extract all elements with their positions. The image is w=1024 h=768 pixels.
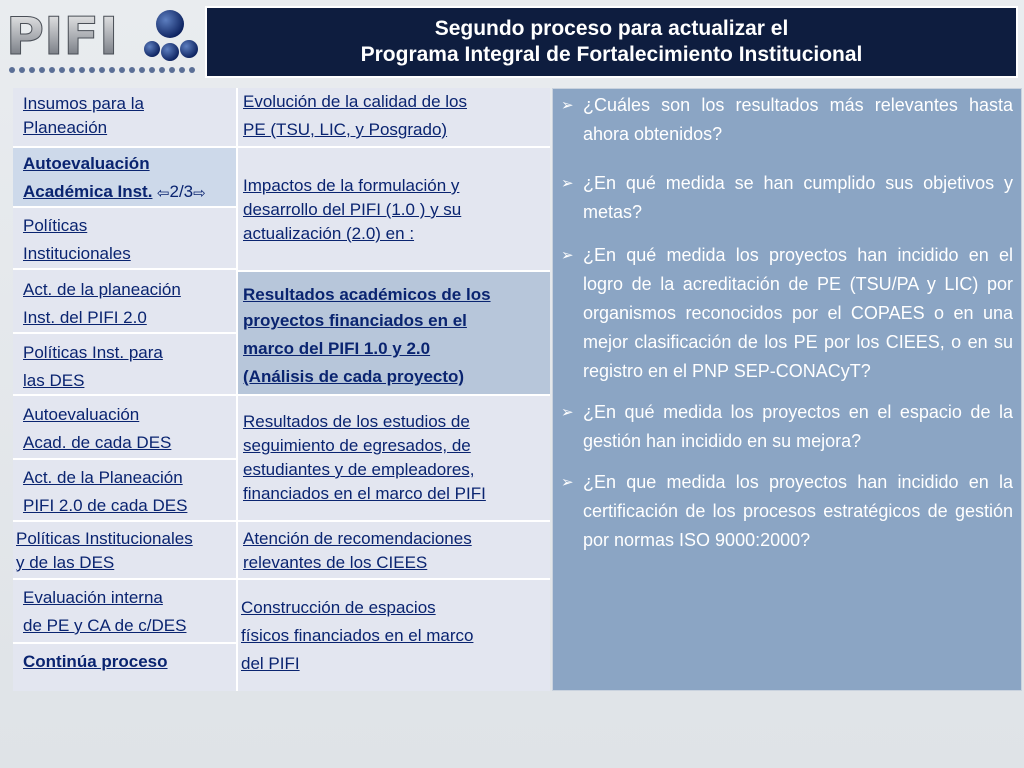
left-item-autoevaluacion-des[interactable] — [13, 396, 236, 460]
left-item-autoevaluacion-inst[interactable] — [13, 148, 236, 208]
left-item-line: de PE y CA de c/DES — [23, 616, 187, 635]
svg-text:PIFI: PIFI — [6, 7, 119, 67]
middle-item-atencion[interactable] — [236, 522, 550, 580]
question-text: ¿En qué medida los proyectos en el espacio de la gestión han incidido en su mejora? — [583, 402, 1013, 451]
left-item-line: Evaluación interna — [23, 588, 163, 607]
question-text: ¿En qué medida los proyectos han incidido en el logro de la acreditación de PE (TSU/PA y LIC) por organismos reconocidos por el COPAES o en una mejor clasificación de los PE por los CIEES, o en su registro en el PNP SEP-CONACyT? — [583, 245, 1013, 381]
arrow-bullet-icon: ➢ — [561, 404, 574, 421]
left-item-line: Inst. del PIFI 2.0 — [23, 308, 147, 327]
left-item-line: Act. de la Planeación — [23, 468, 183, 487]
left-item-line: Planeación — [23, 118, 108, 137]
left-item-act-planeacion-des[interactable] — [13, 460, 236, 522]
left-item-politicas-inst-des[interactable] — [13, 522, 236, 580]
left-item-line: Políticas Inst. para — [23, 343, 163, 362]
question-item — [561, 91, 1013, 149]
page-header — [205, 6, 1018, 78]
left-item-line: Insumos para la — [23, 94, 144, 113]
left-item-line: PIFI 2.0 de cada DES — [23, 496, 188, 515]
arrow-bullet-icon: ➢ — [561, 474, 574, 491]
arrow-left-icon[interactable]: ⇦ — [156, 184, 170, 202]
question-item — [561, 169, 1013, 227]
middle-item-line: proyectos financiados en el — [243, 311, 467, 330]
left-item-politicas-inst[interactable] — [13, 208, 236, 270]
question-item — [561, 468, 1013, 555]
question-item — [561, 398, 1013, 456]
left-item-evaluacion-interna[interactable] — [13, 580, 236, 644]
middle-item-line: Atención de recomendaciones — [243, 529, 472, 548]
left-item-line: Políticas — [23, 216, 88, 235]
middle-item-line: Resultados de los estudios de — [243, 412, 470, 431]
arrow-bullet-icon: ➢ — [561, 175, 574, 192]
middle-item-line: marco del PIFI 1.0 y 2.0 — [243, 339, 431, 358]
middle-item-line: seguimiento de egresados, de — [243, 436, 471, 455]
left-item-line: Académica Inst. — [23, 182, 153, 201]
left-item-politicas-des[interactable] — [13, 334, 236, 396]
middle-item-line: actualización (2.0) en : — [243, 224, 415, 243]
middle-item-line: financiados en el marco del PIFI — [243, 484, 486, 503]
middle-item-resultados-academicos[interactable] — [236, 272, 550, 396]
left-item-line: las DES — [23, 371, 85, 390]
continue-link: Continúa proceso — [23, 652, 168, 671]
middle-item-line: Construcción de espacios — [241, 598, 436, 617]
title-line-1: Segundo proceso para actualizar el — [434, 17, 789, 40]
middle-item-line: estudiantes y de empleadores, — [243, 460, 475, 479]
questions-panel — [552, 88, 1022, 691]
left-item-continua[interactable] — [13, 644, 236, 691]
middle-item-line: del PIFI — [241, 654, 300, 673]
middle-item-line: Resultados académicos de los — [243, 285, 491, 304]
left-item-line: Autoevaluación — [23, 154, 150, 173]
middle-item-line: desarrollo del PIFI (1.0 ) y su — [243, 200, 462, 219]
left-item-line: Institucionales — [23, 244, 131, 263]
middle-item-line: Impactos de la formulación y — [243, 176, 460, 195]
middle-item-line: Evolución de la calidad de los — [243, 92, 467, 111]
left-item-line: Políticas Institucionales — [16, 529, 193, 548]
left-item-act-planeacion-inst[interactable] — [13, 270, 236, 334]
question-text: ¿En qué medida se han cumplido sus objetivos y metas? — [583, 173, 1013, 222]
arrow-bullet-icon: ➢ — [561, 97, 574, 114]
left-item-line: Act. de la planeación — [23, 280, 181, 299]
middle-item-line: relevantes de los CIEES — [243, 553, 428, 572]
question-text: ¿En que medida los proyectos han incidido en la certificación de los procesos estratégicos de gestión por normas ISO 9000:2000? — [583, 472, 1013, 550]
arrow-bullet-icon: ➢ — [561, 247, 574, 264]
middle-item-line: físicos financiados en el marco — [241, 626, 474, 645]
middle-item-construccion[interactable] — [236, 580, 550, 691]
pifi-logo — [2, 4, 204, 78]
middle-item-line: (Análisis de cada proyecto) — [243, 367, 465, 386]
middle-item-resultados-estudios[interactable] — [236, 396, 550, 522]
left-item-insumos[interactable] — [13, 88, 236, 148]
middle-item-evolucion[interactable] — [236, 88, 550, 148]
title-line-2: Programa Integral de Fortalecimiento Institucional — [360, 43, 863, 66]
middle-item-impactos[interactable] — [236, 148, 550, 272]
question-item — [561, 241, 1013, 386]
page-indicator: 2/3 — [169, 182, 194, 201]
question-text: ¿Cuáles son los resultados más relevantes hasta ahora obtenidos? — [583, 95, 1013, 144]
middle-item-line: PE (TSU, LIC, y Posgrado) — [243, 120, 448, 139]
left-item-line: Autoevaluación — [23, 405, 140, 424]
left-item-line: Acad. de cada DES — [23, 433, 172, 452]
arrow-right-icon[interactable]: ⇨ — [193, 184, 206, 202]
left-item-line: y de las DES — [16, 553, 115, 572]
